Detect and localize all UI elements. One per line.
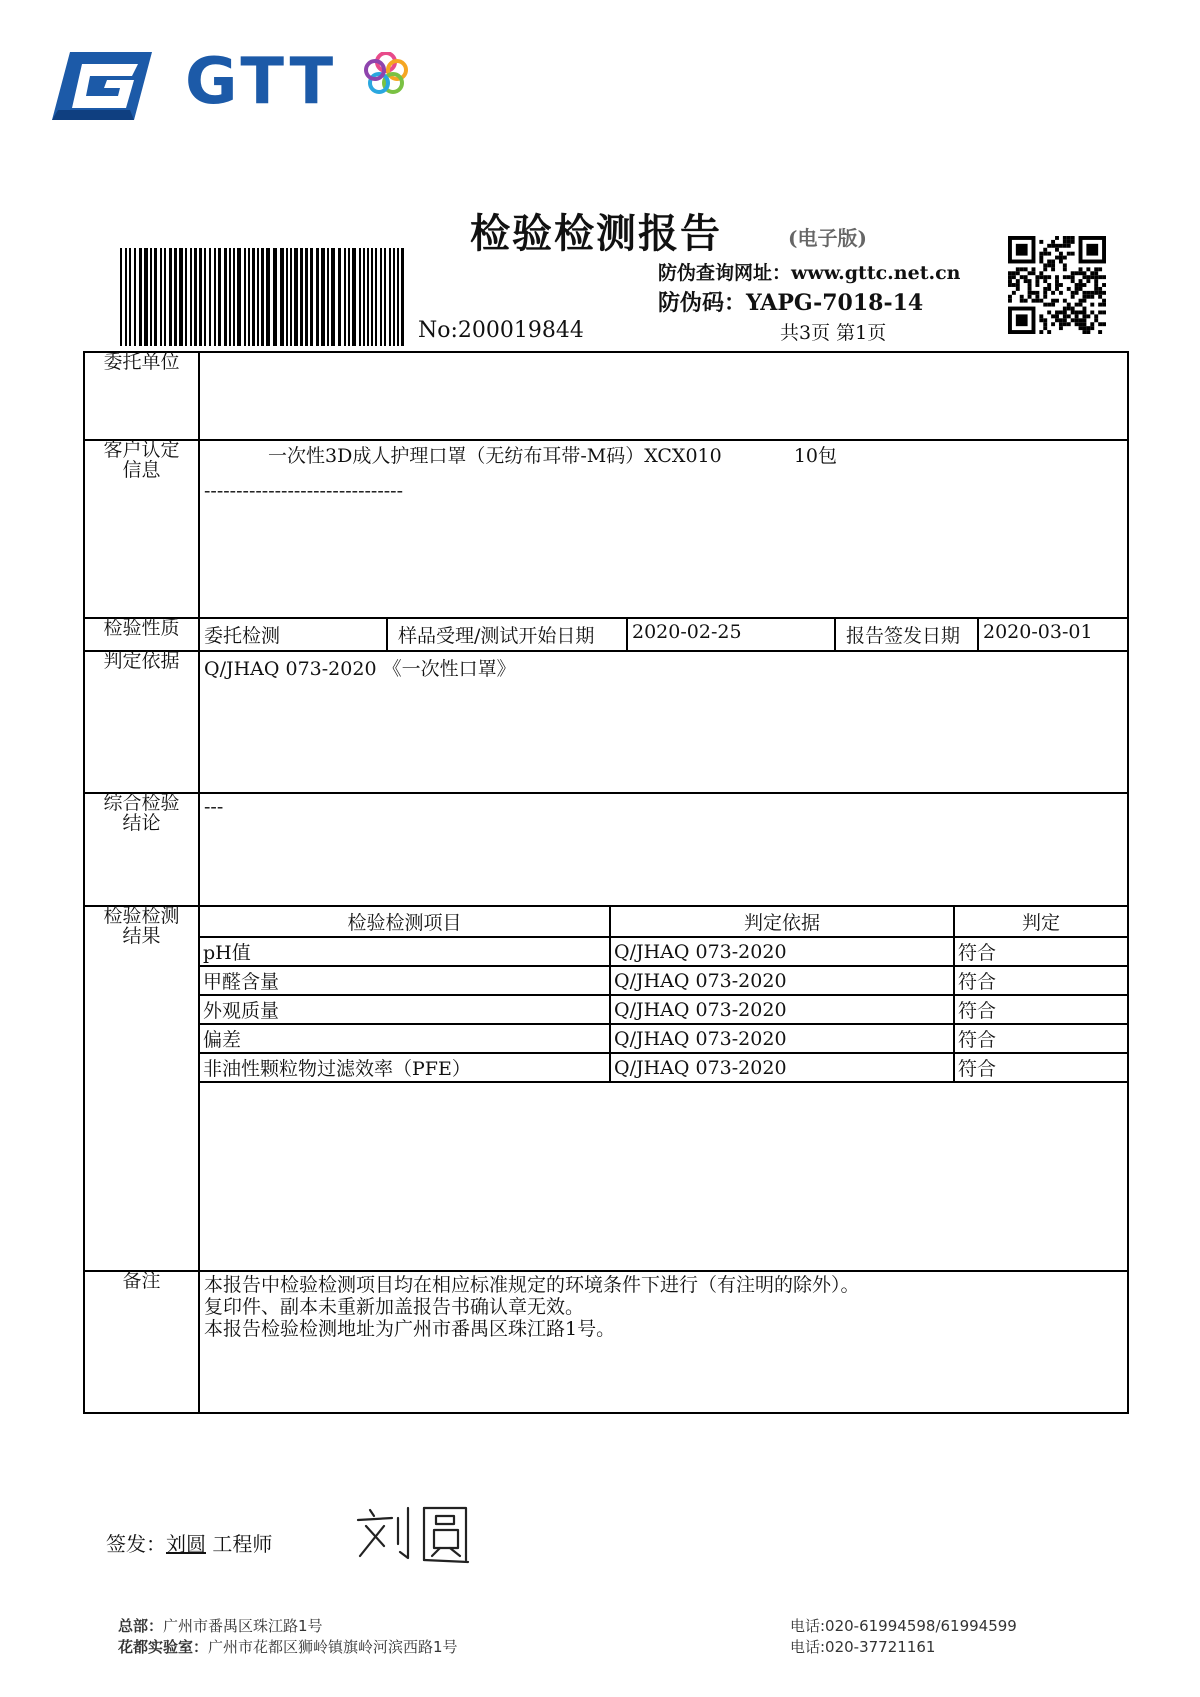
report-title: 检验检测报告 (470, 211, 722, 257)
conclusion-label: 综合检验 结论 (84, 793, 199, 906)
customer-info-value (199, 440, 1128, 618)
results-label: 检验检测 结果 (84, 906, 199, 1271)
result-item: 偏差 (200, 1024, 610, 1053)
result-basis: Q/JHAQ 073-2020 (610, 1024, 954, 1053)
nature-value: 委托检测 (204, 625, 281, 647)
result-verdict: 符合 (954, 1024, 1127, 1053)
result-verdict: 符合 (954, 966, 1127, 995)
qr-code-icon (1008, 236, 1106, 334)
report-number: No:200019844 (418, 318, 584, 343)
table-row (200, 1024, 1127, 1053)
result-item: pH值 (200, 937, 610, 966)
footer-phone-1: 电话:020-61994598/61994599 (790, 1617, 1017, 1635)
product-name: 一次性3D成人护理口罩（无纺布耳带-M码）XCX010 (268, 445, 722, 467)
remark-line: 本报告中检验检测项目均在相应标准规定的环境条件下进行（有注明的除外）。 (204, 1274, 860, 1296)
table-row (200, 937, 1127, 966)
results-header-basis: 判定依据 (610, 907, 954, 937)
results-header-item: 检验检测项目 (200, 907, 610, 937)
result-basis: Q/JHAQ 073-2020 (610, 995, 954, 1024)
results-table (200, 907, 1127, 1083)
barcode-icon (118, 248, 408, 346)
results-header-verdict: 判定 (954, 907, 1127, 937)
signer-line (106, 1528, 272, 1557)
edition-label: (电子版) (788, 226, 867, 250)
basis-label: 判定依据 (84, 651, 199, 793)
table-row (200, 966, 1127, 995)
nature-label: 检验性质 (84, 618, 199, 651)
client-label: 委托单位 (84, 352, 199, 440)
result-basis: Q/JHAQ 073-2020 (610, 966, 954, 995)
basis-value: Q/JHAQ 073-2020 《一次性口罩》 (204, 658, 516, 680)
remark-line: 复印件、副本未重新加盖报告书确认章无效。 (204, 1296, 585, 1318)
verify-url: 防伪查询网址：www.gttc.net.cn (658, 262, 961, 284)
result-item: 甲醛含量 (200, 966, 610, 995)
gtt-logo-icon (52, 52, 152, 120)
page-info: 共3页 第1页 (780, 322, 887, 344)
conclusion-value: --- (204, 796, 224, 818)
result-basis: Q/JHAQ 073-2020 (610, 1053, 954, 1082)
footer-hq: 总部：广州市番禺区珠江路1号 (118, 1617, 323, 1635)
handwritten-signature (350, 1500, 475, 1568)
report-table (83, 351, 1129, 1414)
signer-name: 刘圆 (166, 1532, 206, 1556)
remarks-label: 备注 (84, 1271, 199, 1413)
result-item: 外观质量 (200, 995, 610, 1024)
result-verdict: 符合 (954, 937, 1127, 966)
result-item: 非油性颗粒物过滤效率（PFE） (200, 1053, 610, 1082)
customer-dashes: ------------------------------- (204, 480, 404, 502)
customer-info-label: 客户认定 信息 (84, 440, 199, 618)
result-verdict: 符合 (954, 1053, 1127, 1082)
verify-code: 防伪码：YAPG-7018-14 (658, 290, 924, 316)
signer-title: 工程师 (212, 1532, 273, 1556)
footer-phone-2: 电话:020-37721161 (790, 1638, 936, 1656)
result-verdict: 符合 (954, 995, 1127, 1024)
start-date-value: 2020-02-25 (632, 621, 742, 643)
product-quantity: 10包 (793, 445, 838, 467)
remark-line: 本报告检验检测地址为广州市番禺区珠江路1号。 (204, 1318, 616, 1340)
signer-label: 签发： (106, 1532, 166, 1556)
result-basis: Q/JHAQ 073-2020 (610, 937, 954, 966)
table-row (200, 1053, 1127, 1082)
issue-date-value: 2020-03-01 (983, 621, 1093, 643)
client-value (199, 352, 1128, 440)
footer-lab: 花都实验室：广州市花都区狮岭镇旗岭河滨西路1号 (118, 1638, 458, 1656)
start-date-label: 样品受理/测试开始日期 (398, 625, 595, 647)
table-row (200, 995, 1127, 1024)
issue-date-label: 报告签发日期 (846, 625, 961, 647)
logo-text: GTT (185, 45, 338, 119)
flower-icon (364, 52, 408, 96)
